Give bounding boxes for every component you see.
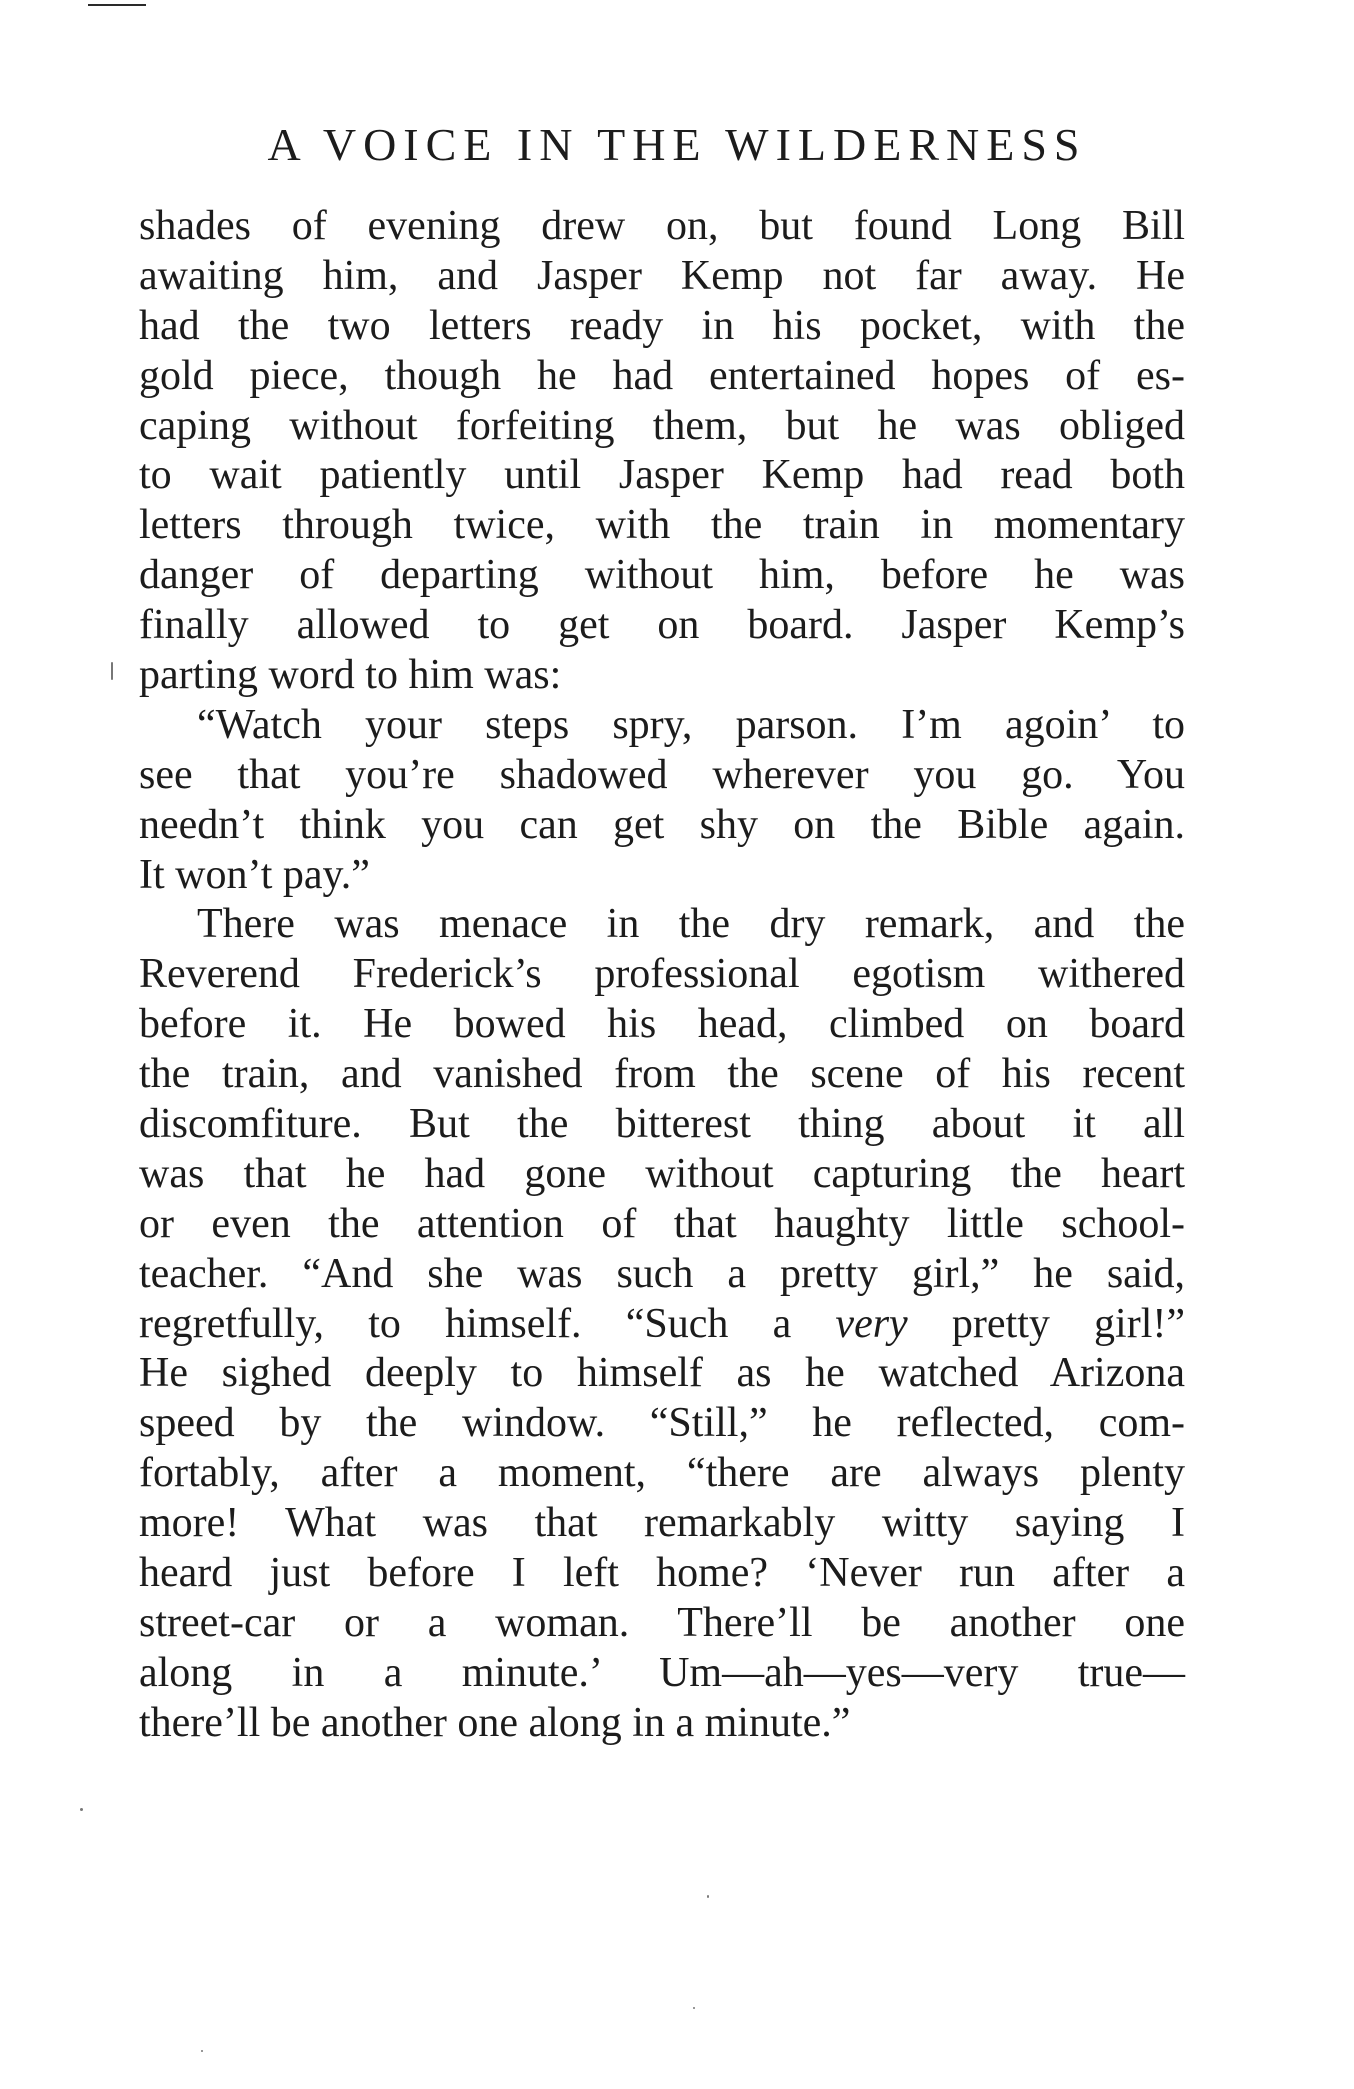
text-line: heard just before I left home? ‘Never run after a bbox=[139, 1550, 1185, 1597]
text-line: was that he had gone without capturing the heart bbox=[139, 1150, 1185, 1197]
text-line: or even the attention of that haughty little school- bbox=[139, 1200, 1185, 1247]
text-line: caping without forfeiting them, but he was obliged bbox=[139, 402, 1185, 449]
text-line: There was menace in the dry remark, and the bbox=[197, 901, 1185, 948]
text-line: had the two letters ready in his pocket, with the bbox=[139, 302, 1185, 349]
speck bbox=[707, 1895, 709, 1898]
speck bbox=[111, 662, 113, 680]
text-line: Reverend Frederick’s professional egotism withered bbox=[139, 951, 1185, 998]
text-line: regretfully, to himself. “Such a very pretty girl!” bbox=[139, 1300, 1186, 1347]
text-line: awaiting him, and Jasper Kemp not far away. He bbox=[139, 252, 1185, 299]
text-line: speed by the window. “Still,” he reflected, com- bbox=[139, 1400, 1185, 1447]
text-line: danger of departing without him, before he was bbox=[139, 552, 1185, 599]
speck bbox=[693, 2007, 695, 2009]
text-line: letters through twice, with the train in momentary bbox=[139, 502, 1185, 549]
text-line: discomfiture. But the bitterest thing about it all bbox=[139, 1101, 1185, 1148]
text-line: needn’t think you can get shy on the Bible again. bbox=[139, 801, 1185, 848]
text-line: fortably, after a moment, “there are always plenty bbox=[139, 1450, 1185, 1497]
body-text bbox=[139, 202, 1185, 1749]
text-line: there’ll be another one along in a minute.” bbox=[139, 1699, 851, 1746]
running-head: A VOICE IN THE WILDERNESS bbox=[267, 119, 1087, 170]
text-line: street-car or a woman. There’ll be another one bbox=[139, 1599, 1185, 1646]
text-line: He sighed deeply to himself as he watched Arizona bbox=[139, 1350, 1185, 1397]
text-line: the train, and vanished from the scene of his recent bbox=[139, 1051, 1185, 1098]
text-line: more! What was that remarkably witty saying I bbox=[139, 1500, 1185, 1547]
top-rule bbox=[88, 4, 146, 6]
text-line: along in a minute.’ Um—ah—yes—very true— bbox=[139, 1649, 1185, 1696]
text-line: before it. He bowed his head, climbed on board bbox=[139, 1001, 1185, 1048]
text-line: gold piece, though he had entertained hopes of es- bbox=[139, 352, 1185, 399]
text-line: finally allowed to get on board. Jasper Kemp’s bbox=[139, 602, 1185, 649]
text-line: teacher. “And she was such a pretty girl,” he said, bbox=[139, 1250, 1185, 1297]
text-line: “Watch your steps spry, parson. I’m agoin’ to bbox=[197, 701, 1185, 748]
text-line: see that you’re shadowed wherever you go. You bbox=[139, 751, 1185, 798]
speck bbox=[201, 2050, 203, 2052]
text-line: parting word to him was: bbox=[139, 652, 562, 699]
text-line: to wait patiently until Jasper Kemp had read both bbox=[139, 452, 1185, 499]
text-line: It won’t pay.” bbox=[139, 851, 370, 898]
speck bbox=[80, 1808, 83, 1811]
emphasis: very bbox=[835, 1300, 908, 1347]
text-line: shades of evening drew on, but found Long Bill bbox=[139, 203, 1185, 249]
